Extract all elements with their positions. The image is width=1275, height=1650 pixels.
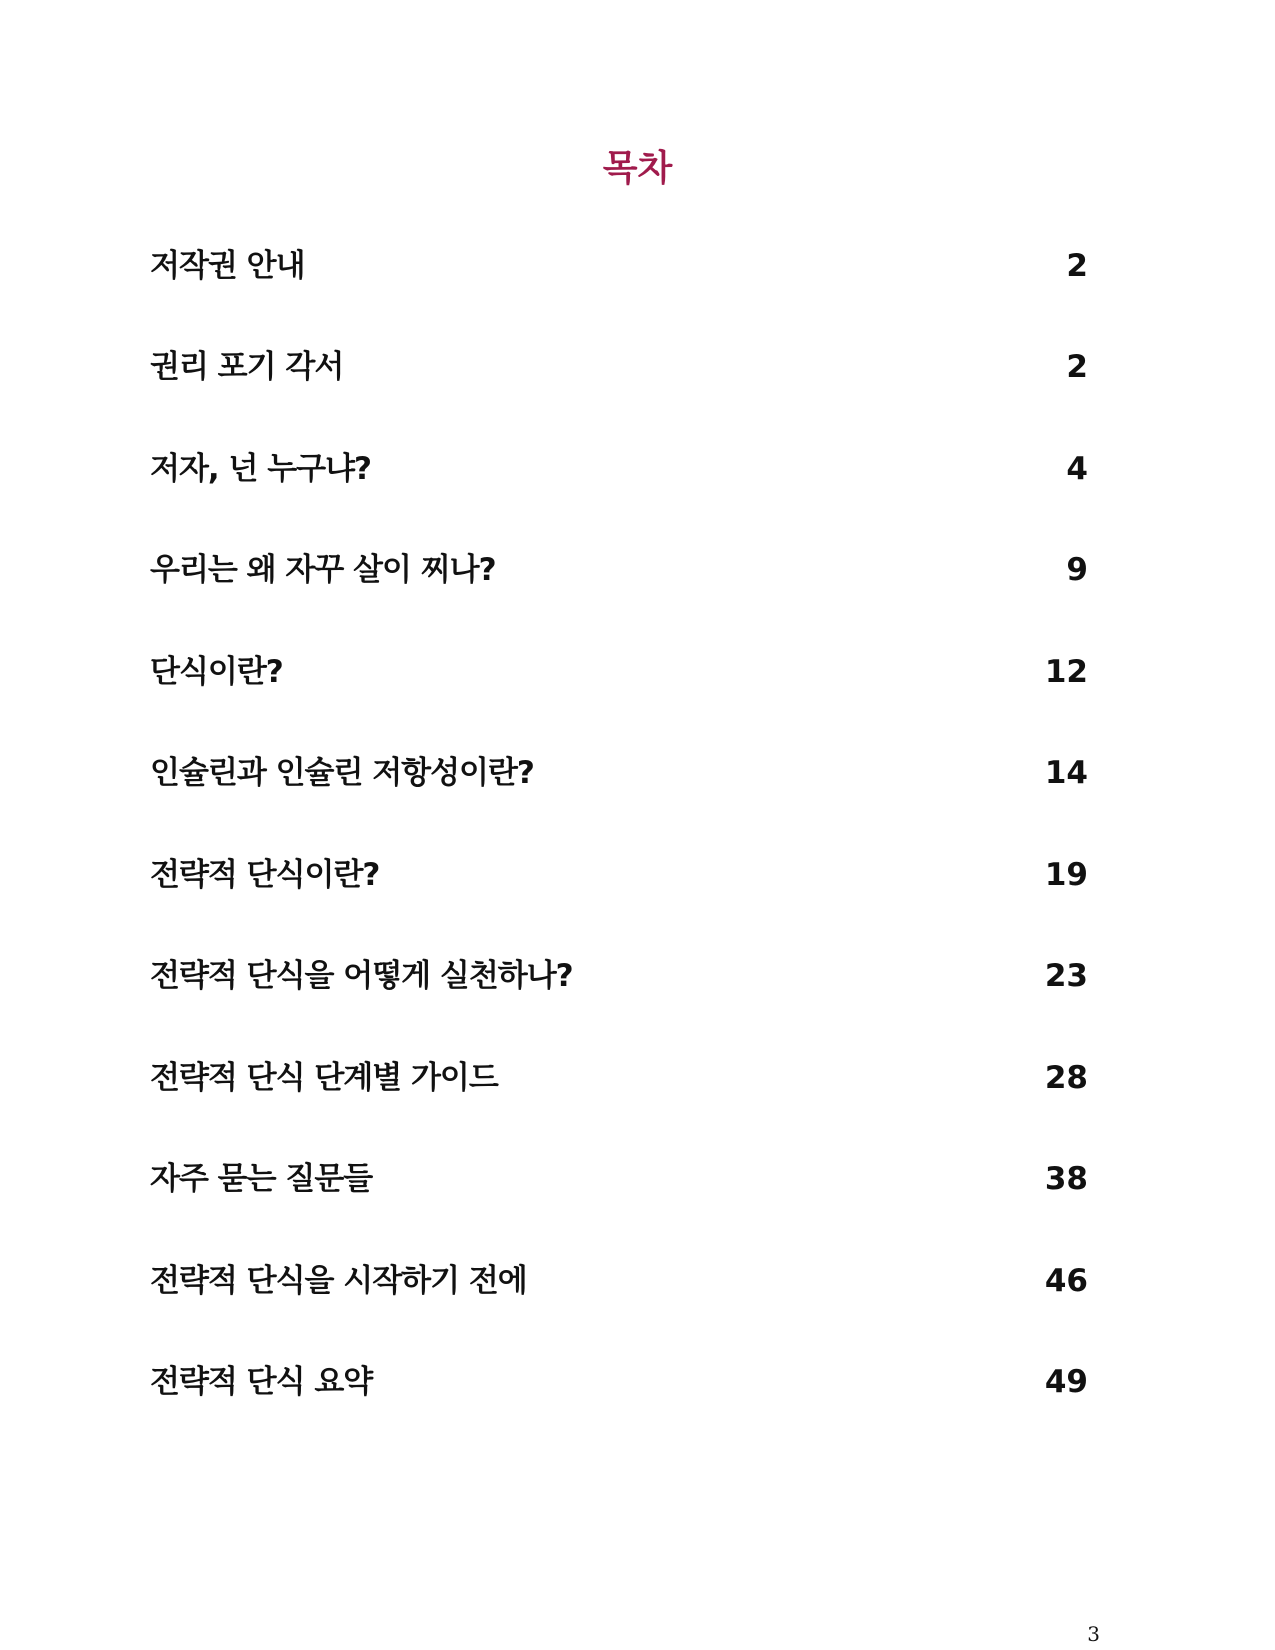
toc-entry[interactable] [150,347,1090,449]
toc-entry-page: 14 [1044,755,1088,792]
toc-entry-title: 권리 포기 각서 [150,349,344,386]
page-number: 3 [1087,1622,1100,1646]
toc-entry-title: 자주 묻는 질문들 [150,1161,373,1198]
toc-entry-page: 2 [1066,247,1088,284]
toc-entry-page: 4 [1066,450,1088,487]
toc-entry-title: 저작권 안내 [150,247,305,284]
toc-entry-page: 49 [1044,1364,1088,1401]
toc-entry[interactable] [150,448,1090,550]
toc-entry-title: 저자, 넌 누구냐? [150,450,372,487]
toc-entry[interactable] [150,1260,1090,1362]
toc-list [150,245,1090,1463]
toc-entry[interactable] [150,1159,1090,1261]
toc-entry-title: 전략적 단식이란? [150,856,380,893]
toc-entry-title: 전략적 단식을 시작하기 전에 [150,1262,527,1299]
toc-entry-page: 23 [1044,958,1088,995]
toc-entry-page: 38 [1044,1161,1088,1198]
toc-entry-title: 단식이란? [150,653,283,690]
toc-entry-title: 전략적 단식 요약 [150,1364,373,1401]
toc-entry-page: 2 [1066,349,1088,386]
toc-entry[interactable] [150,956,1090,1058]
toc-entry[interactable] [150,854,1090,956]
toc-entry-page: 12 [1044,653,1088,690]
toc-entry-page: 28 [1044,1059,1088,1096]
toc-entry-page: 19 [1044,856,1088,893]
toc-entry-page: 46 [1044,1262,1088,1299]
toc-entry[interactable] [150,1057,1090,1159]
toc-entry[interactable] [150,550,1090,652]
toc-entry[interactable] [150,245,1090,347]
toc-entry-page: 9 [1066,552,1088,589]
toc-entry[interactable] [150,753,1090,855]
toc-title: 목차 [602,148,673,189]
toc-entry-title: 인슐린과 인슐린 저항성이란? [150,755,534,792]
toc-entry[interactable] [150,651,1090,753]
toc-entry[interactable] [150,1362,1090,1464]
toc-entry-title: 우리는 왜 자꾸 살이 찌나? [150,552,496,589]
toc-entry-title: 전략적 단식 단계별 가이드 [150,1059,498,1096]
toc-entry-title: 전략적 단식을 어떻게 실천하나? [150,958,573,995]
